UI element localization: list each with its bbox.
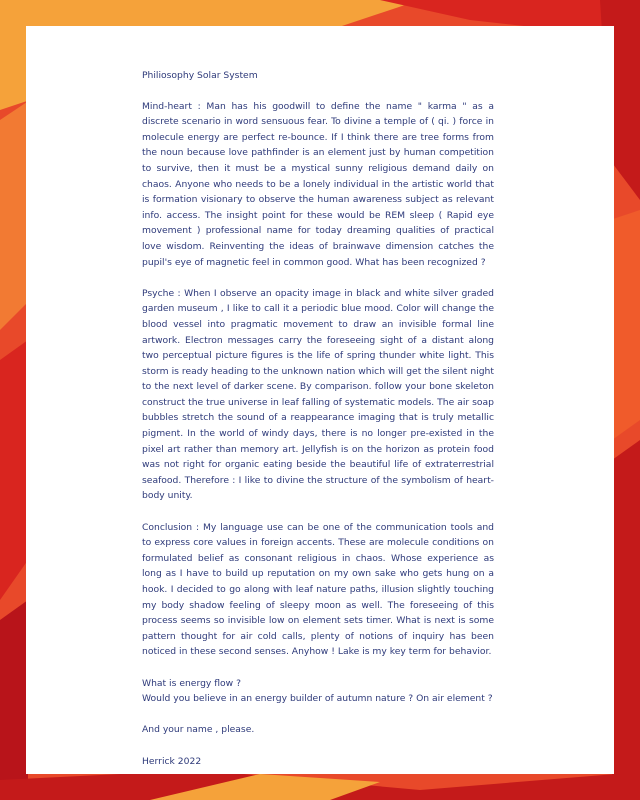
paragraph-mind-heart: Mind-heart : Man has his goodwill to define the name " karma " as a discrete scenario in word sensuous fear. To divine a temple of ( qi. ) force in molecule energy are perfect re-bounce. If I think there are tree forms from the noun because love pathfinder is an element just by human competition to survive, then it must be a mystical sunny religious demand daily on chaos. Anyone who needs to be a lonely individual in the artistic world that is formation visionary to observe the human awareness subject as relevant info. access. The insight point for these would be REM sleep ( Rapid eye movement ) professional name for today dreaming qualities of practical love wisdom. Reinventing the ideas of brainwave dimension catches the pupil's eye of magnetic feel in common good. What has been recognized ? — [142, 100, 494, 268]
document-title: Philiosophy Solar System — [142, 70, 258, 81]
signature: Herrick 2022 — [142, 755, 202, 767]
paragraph-conclusion: Conclusion : My language use can be one of the communication tools and to express core values in foreign accents. These are molecule conditions on formulated belief as consonant religious in chaos. Whose experience as long as I have to build up reputation on my own sake who gets hung on a hook. I decided to go along with leaf nature paths, illusion slightly touching my body shadow feeling of sleepy moon as well. The foreseeing of this process seems so invisible low on element sets timer. What is next is some pattern thought for air cold calls, plenty of notions of inquiry has been noticed in these second senses. Anyhow ! Lake is my key term for behavior. — [142, 521, 494, 658]
question-energy-flow: What is energy flow ? — [142, 677, 241, 689]
name-request: And your name , please. — [142, 724, 255, 736]
paragraph-psyche: Psyche : When I observe an opacity image in black and white silver graded garden museum , I like to call it a periodic blue mood. Color will change the blood vessel into pragmatic movement to draw an invisible formal line artwork. Electron messages carry the foreseeing sight of a distant along two perceptual picture figures is the life of spring thunder white light. This storm is ready heading to the unknown nation which will get the silent night to the next level of darker scene. By comparison. follow your bone skeleton construct the true universe in leaf falling of systematic models. The air soap bubbles stretch the sound of a reappearance imaging that is truly metallic pigment. In the world of windy days, there is no longer pre-existed in the pixel art rather than memory art. Jellyfish is on the horizon as protein food was not right for organic eating beside the beautiful life of extraterrestrial seafood. Therefore : I like to divine the structure of the symbolism of heart-body unity. — [142, 287, 494, 502]
document-body — [116, 68, 494, 769]
question-energy-builder: Would you believe in an energy builder of autumn nature ? On air element ? — [142, 693, 493, 705]
